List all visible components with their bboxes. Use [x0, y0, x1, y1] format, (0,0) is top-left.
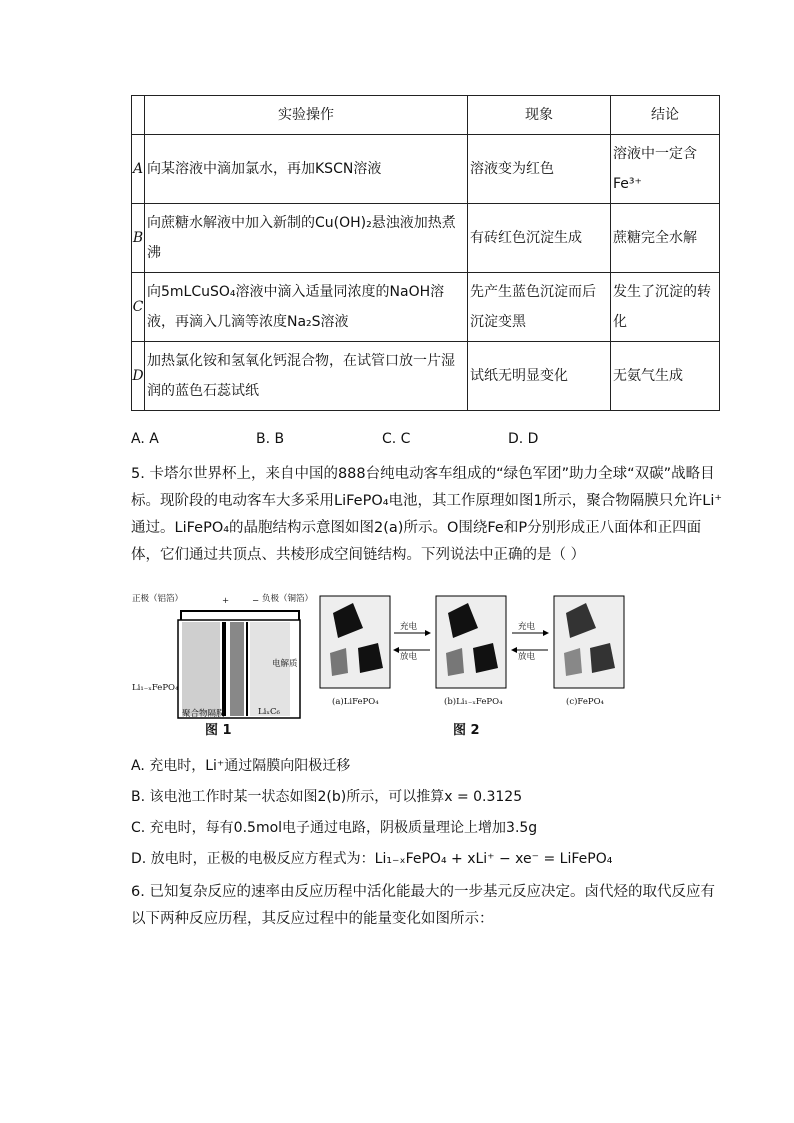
label-discharge-1: 放电 — [400, 652, 418, 662]
header-operation: 实验操作 — [145, 96, 468, 135]
experiment-table — [131, 95, 720, 411]
row-conclusion: 无氨气生成 — [611, 342, 720, 411]
label-li1-xfepo4: (b)Li₁₋ₓFePO₄ — [444, 697, 503, 707]
figure-2-caption: 图 2 — [453, 723, 480, 738]
row-phenomenon: 有砖红色沉淀生成 — [468, 204, 611, 273]
q5-stem: 5. 卡塔尔世界杯上，来自中国的888台纯电动客车组成的“绿色军团”助力全球“双碳”战略目标。现阶段的电动客车大多采用LiFePO₄电池，其工作原理如图1所示，聚合物隔膜只允许Li⁺通过。LiFePO₄的晶胞结构示意图如图2(a)所示。O围绕Fe和P分别形成正八面体和正四面体，它们通过共顶点、共棱形成空间链结构。下列说法中正确的是（ ） — [131, 466, 723, 563]
q4-option-b[interactable]: B. B — [256, 431, 285, 447]
q4-option-d[interactable]: D. D — [508, 431, 539, 447]
row-operation: 向蔗糖水解液中加入新制的Cu(OH)₂悬浊液加热煮沸 — [145, 204, 468, 273]
table-row — [132, 273, 720, 342]
header-label — [132, 96, 145, 135]
q4-option-a[interactable]: A. A — [131, 431, 159, 447]
q6-stem: 6. 已知复杂反应的速率由反应历程中活化能最大的一步基元反应决定。卤代烃的取代反应有以下两种反应历程，其反应过程中的能量变化如图所示： — [131, 884, 715, 927]
label-charge-2: 充电 — [518, 622, 536, 632]
table-row — [132, 204, 720, 273]
row-conclusion: 蔗糖完全水解 — [611, 204, 720, 273]
q4-option-c[interactable]: C. C — [382, 431, 411, 447]
label-membrane: 聚合物隔膜 — [182, 709, 225, 719]
label-lifepo4: (a)LiFePO₄ — [332, 697, 379, 707]
row-operation: 加热氯化铵和氢氧化钙混合物，在试管口放一片湿润的蓝色石蕊试纸 — [145, 342, 468, 411]
row-operation: 向某溶液中滴加氯水，再加KSCN溶液 — [145, 135, 468, 204]
crystal-structures — [318, 588, 628, 708]
row-conclusion: 发生了沉淀的转化 — [611, 273, 720, 342]
q5-option-d[interactable]: D. 放电时，正极的电极反应方程式为：Li₁₋ₓFePO₄ + xLi⁺ − xe⁻ = LiFePO₄ — [131, 851, 613, 867]
label-minus: − — [252, 596, 260, 606]
header-conclusion: 结论 — [611, 96, 720, 135]
figure-1-caption: 图 1 — [205, 723, 232, 738]
label-plus: + — [222, 596, 230, 606]
label-discharge-2: 放电 — [518, 652, 536, 662]
label-charge-1: 充电 — [400, 622, 418, 632]
row-label: C — [132, 273, 145, 342]
q5-option-c[interactable]: C. 充电时，每有0.5mol电子通过电路，阴极质量理论上增加3.5g — [131, 820, 538, 836]
row-label: B — [132, 204, 145, 273]
row-label: A — [132, 135, 145, 204]
label-anode: LiₓC₆ — [258, 707, 280, 717]
label-positive-electrode: 正极（铝箔） — [132, 594, 184, 604]
header-phenomenon: 现象 — [468, 96, 611, 135]
table-row — [132, 342, 720, 411]
row-phenomenon: 溶液变为红色 — [468, 135, 611, 204]
table-row — [132, 135, 720, 204]
row-phenomenon: 试纸无明显变化 — [468, 342, 611, 411]
table-header-row — [132, 96, 720, 135]
q5-option-a[interactable]: A. 充电时，Li⁺通过隔膜向阳极迁移 — [131, 758, 351, 774]
label-electrolyte: 电解质 — [272, 659, 298, 669]
label-fepo4: (c)FePO₄ — [566, 697, 604, 707]
label-cathode: Li₁₋ₓFePO₄ — [132, 683, 179, 693]
row-phenomenon: 先产生蓝色沉淀而后沉淀变黑 — [468, 273, 611, 342]
row-label: D — [132, 342, 145, 411]
q5-option-b[interactable]: B. 该电池工作时某一状态如图2(b)所示，可以推算x = 0.3125 — [131, 789, 523, 805]
row-operation: 向5mLCuSO₄溶液中滴入适量同浓度的NaOH溶液，再滴入几滴等浓度Na₂S溶液 — [145, 273, 468, 342]
row-conclusion: 溶液中一定含Fe³⁺ — [611, 135, 720, 204]
label-negative-electrode: 负极（铜箔） — [262, 594, 314, 604]
